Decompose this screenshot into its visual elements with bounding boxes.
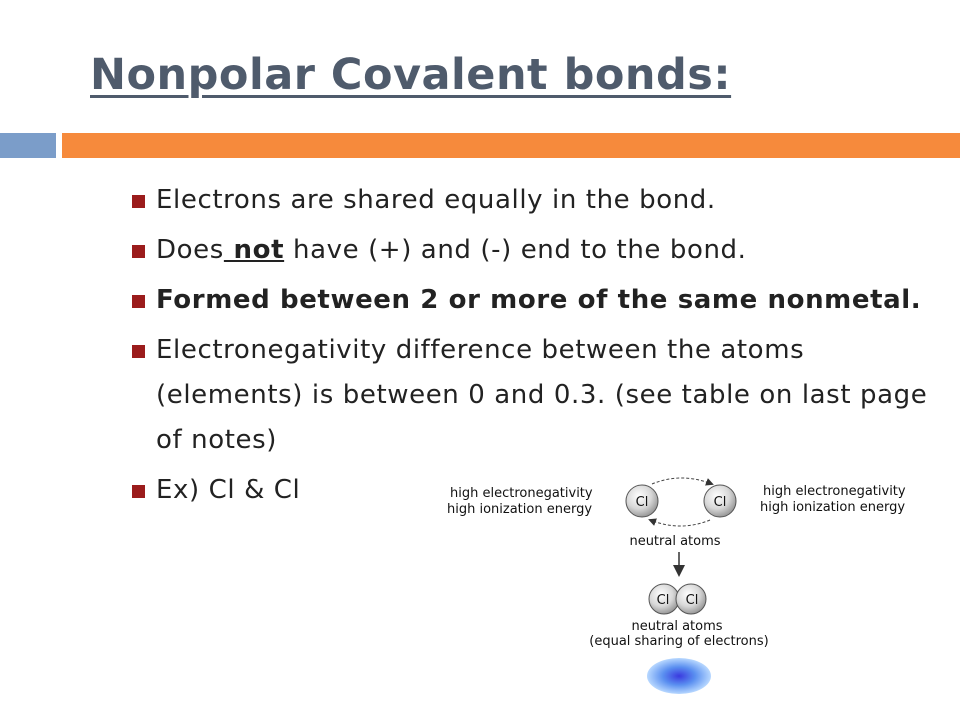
bullet-list [132,178,932,518]
bullet-square-icon [132,485,145,498]
bullet-text-post: have (+) and (-) end to the bond. [284,235,747,265]
bottom-caption-line2: (equal sharing of electrons) [589,634,769,649]
bullet-item [132,228,932,273]
bullet-text-pre: Does [156,235,224,265]
bullet-text: Formed between 2 or more of the same nonmetal. [156,285,922,315]
right-label-line2: high ionization energy [760,500,906,515]
accent-bar-blue [0,133,56,158]
bullet-square-icon [132,195,145,208]
bullet-square-icon [132,295,145,308]
top-caption: neutral atoms [629,534,721,549]
atom-right-label: Cl [713,495,727,510]
bullet-text: Electronegativity difference between the atoms (elements) is between 0 and 0.3. (see table on last page of notes) [156,335,928,455]
bullet-item [132,328,932,463]
bullet-text: Ex) Cl & Cl [156,475,301,505]
attraction-arrow-bottom [650,520,710,526]
bullet-text-emphasis: not [223,235,285,265]
bullet-text: Electrons are shared equally in the bond. [156,185,716,215]
bullet-item [132,178,932,223]
covalent-bond-diagram [420,470,940,720]
left-label-line1: high electronegativity [450,486,593,501]
bullet-item [132,278,932,323]
bullet-square-icon [132,245,145,258]
right-label-line1: high electronegativity [763,484,906,499]
bonded-left-label: Cl [656,593,670,608]
bonded-right-label: Cl [685,593,699,608]
attraction-arrow-top [652,478,712,484]
electron-cloud-icon [647,658,711,694]
atom-left-label: Cl [635,495,649,510]
bottom-caption-line1: neutral atoms [631,619,723,634]
slide-title: Nonpolar Covalent bonds: [90,50,732,100]
accent-bar-orange [62,133,960,158]
bullet-square-icon [132,345,145,358]
left-label-line2: high ionization energy [447,502,593,517]
